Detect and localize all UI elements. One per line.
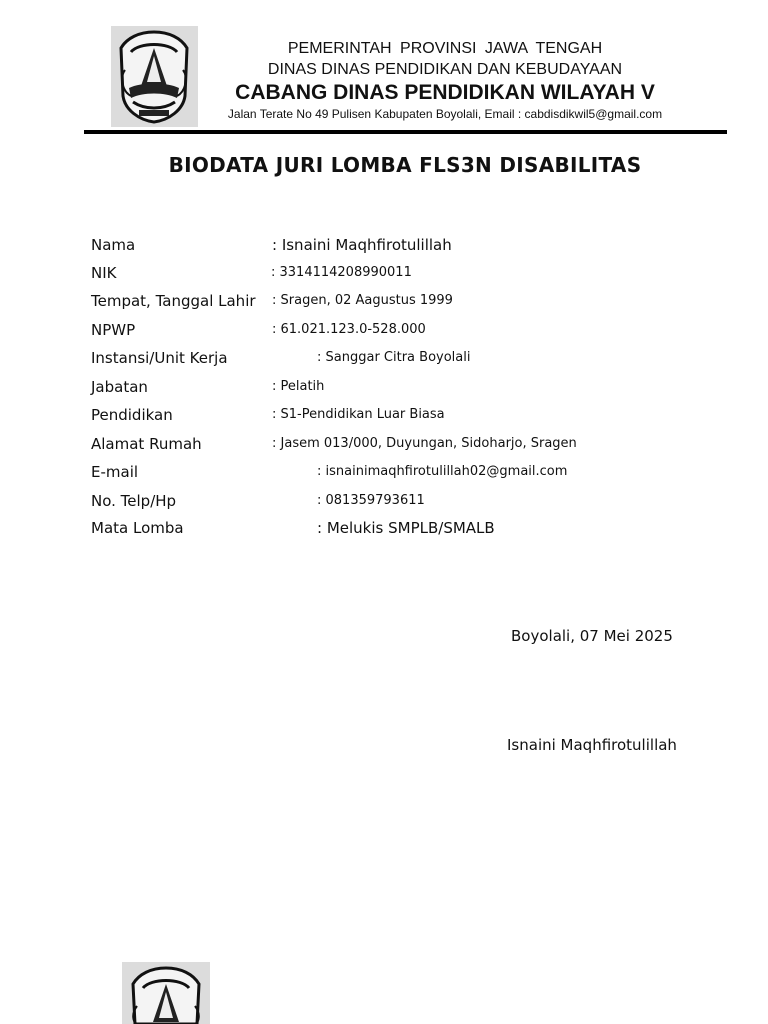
- field-value-nama: : Isnaini Maqhfirotulillah: [272, 236, 452, 254]
- letterhead-government: PEMERINTAH PROVINSI JAWA TENGAH: [287, 40, 603, 57]
- field-label-ttl: Tempat, Tanggal Lahir: [91, 292, 256, 310]
- signer-name: Isnaini Maqhfirotulillah: [507, 736, 677, 754]
- emblem-graphic-partial: [122, 962, 210, 1024]
- field-label-mata-lomba: Mata Lomba: [91, 519, 184, 537]
- jawa-tengah-emblem-icon: [111, 26, 198, 127]
- field-value-mata-lomba: : Melukis SMPLB/SMALB: [317, 519, 495, 537]
- letterhead-divider: [84, 130, 727, 134]
- field-value-ttl: : Sragen, 02 Aagustus 1999: [272, 293, 453, 308]
- field-value-email: : isnainimaqhfirotulillah02@gmail.com: [317, 464, 568, 479]
- field-label-telp: No. Telp/Hp: [91, 492, 177, 510]
- letterhead-address: Jalan Terate No 49 Pulisen Kabupaten Boyolali, Email : cabdisdikwil5@gmail.com: [227, 107, 663, 121]
- field-label-alamat: Alamat Rumah: [91, 435, 202, 453]
- field-value-npwp: : 61.021.123.0-528.000: [272, 322, 426, 337]
- document-title: BIODATA JURI LOMBA FLS3N DISABILITAS: [168, 153, 642, 177]
- field-label-instansi: Instansi/Unit Kerja: [91, 349, 228, 367]
- field-label-nama: Nama: [91, 236, 136, 254]
- field-value-pendidikan: : S1-Pendidikan Luar Biasa: [272, 407, 445, 422]
- field-value-telp: : 081359793611: [317, 493, 425, 508]
- field-label-pendidikan: Pendidikan: [91, 406, 173, 424]
- field-value-alamat: : Jasem 013/000, Duyungan, Sidoharjo, Sragen: [272, 436, 577, 451]
- field-value-jabatan: : Pelatih: [272, 379, 325, 394]
- letterhead-branch: CABANG DINAS PENDIDIKAN WILAYAH V: [235, 81, 655, 104]
- field-label-nik: NIK: [91, 264, 117, 282]
- field-label-npwp: NPWP: [91, 321, 136, 339]
- field-value-instansi: : Sanggar Citra Boyolali: [317, 350, 471, 365]
- jawa-tengah-emblem-icon: [122, 962, 210, 1024]
- letterhead-department: DINAS DINAS PENDIDIKAN DAN KEBUDAYAAN: [267, 61, 623, 78]
- field-value-nik: : 3314114208990011: [271, 265, 412, 280]
- signature-place-date: Boyolali, 07 Mei 2025: [511, 627, 673, 645]
- emblem-graphic: [111, 26, 198, 127]
- field-label-jabatan: Jabatan: [91, 378, 148, 396]
- field-label-email: E-mail: [91, 463, 139, 481]
